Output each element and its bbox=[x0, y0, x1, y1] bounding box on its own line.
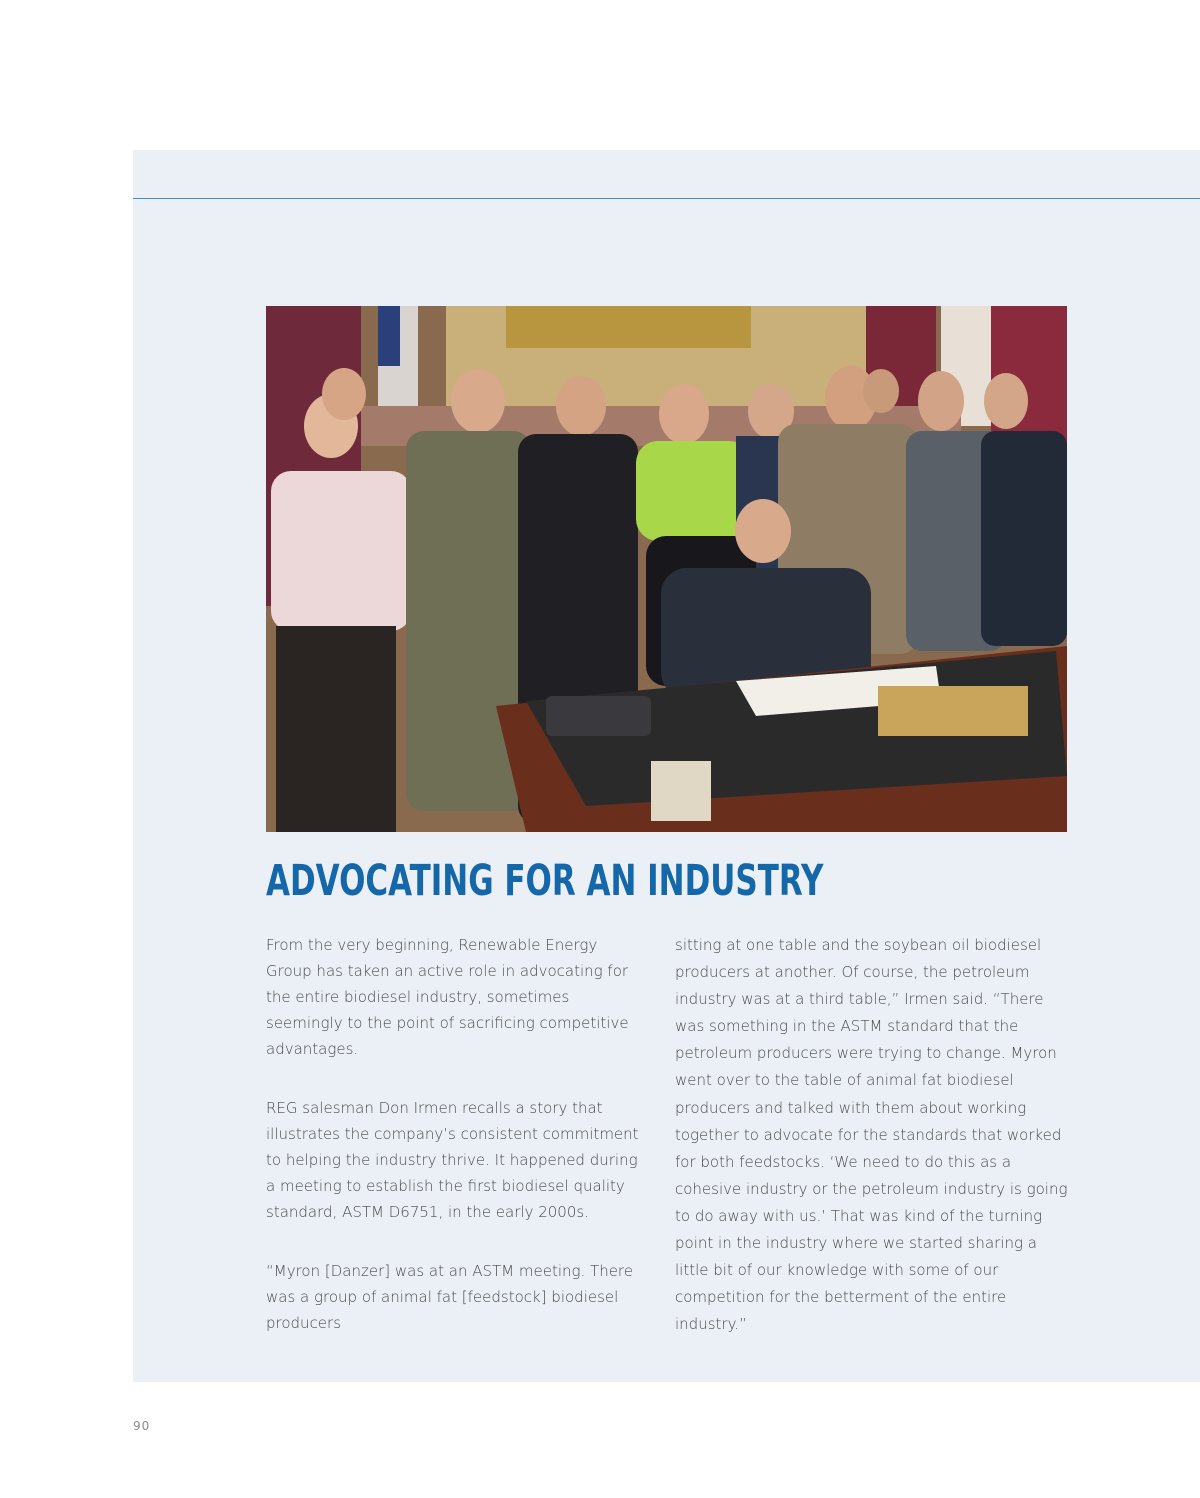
paragraph: From the very beginning, Renewable Energy Group has taken an active role in advocating for the entire biodiesel industry, sometimes seemingly to the point of sacrificing competitive advantages. bbox=[266, 936, 629, 1058]
paragraph: REG salesman Don Irmen recalls a story that illustrates the company’s consistent commitment to helping the industry thrive. It happened during a meeting to establish the first biodiesel quality standard, ASTM D6751, in the early 2000s. bbox=[266, 1099, 639, 1221]
page-number: 90 bbox=[133, 1419, 151, 1433]
panel-divider bbox=[133, 198, 1200, 199]
right-text-column bbox=[675, 932, 1070, 1371]
left-text-column bbox=[266, 932, 646, 1369]
article-heading: ADVOCATING FOR AN INDUSTRY bbox=[266, 856, 824, 906]
bill-signing-photo bbox=[266, 306, 1067, 832]
paragraph: sitting at one table and the soybean oil biodiesel producers at another. Of course, the petroleum industry was at a third table,” Irmen said. “There was something in the ASTM standard that the petroleum producers were trying to change. Myron went over to the table of animal fat biodiesel producers and talked with them about working together to advocate for the standards that worked for both feedstocks. ‘We need to do this as a cohesive industry or the petroleum industry is going to do away with us.’ That was kind of the turning point in the industry where we started sharing a little bit of our knowledge with some of our competition for the betterment of the entire industry.” bbox=[675, 936, 1068, 1334]
paragraph: “Myron [Danzer] was at an ASTM meeting. There was a group of animal fat [feedstock] biodiesel producers bbox=[266, 1262, 634, 1332]
